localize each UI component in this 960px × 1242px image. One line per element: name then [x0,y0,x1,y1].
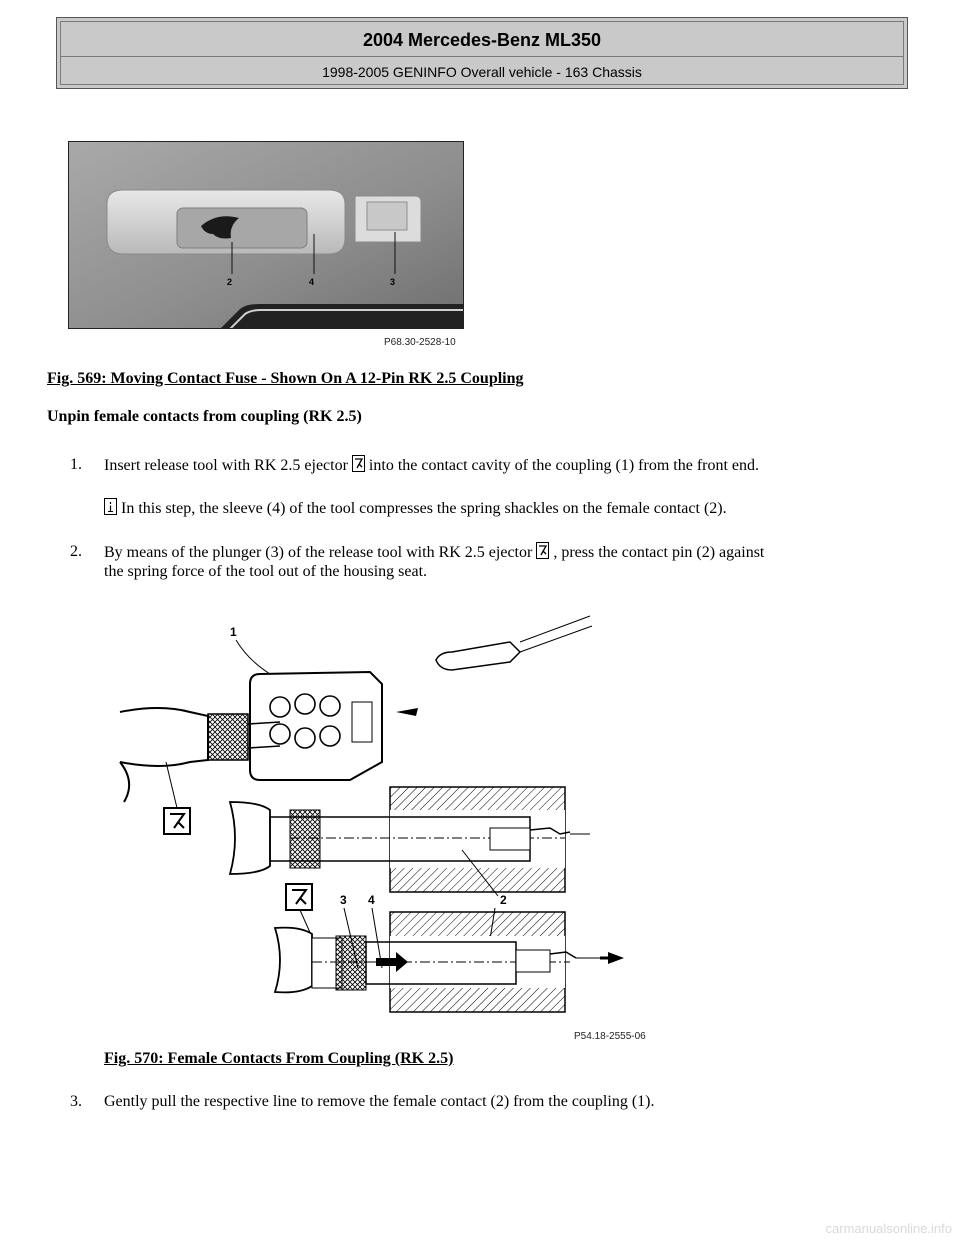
fig2-callout-1: 1 [230,625,237,639]
step-3 [70,1092,82,1111]
header-subtitle: 1998-2005 GENINFO Overall vehicle - 163 Chassis [322,64,642,80]
step-1-number: 1. [70,456,82,473]
section-heading: Unpin female contacts from coupling (RK 2.5) [47,408,362,425]
figure-570-diagram [100,612,645,1032]
step-1-note [104,498,727,518]
step-2-text-before: By means of the plunger (3) of the release tool with RK 2.5 ejector [104,544,533,561]
step-1-text-after: into the contact cavity of the coupling (1) from the front end. [368,457,760,474]
header-frame [60,21,904,85]
step-1-text [104,455,759,475]
figure-569-ref-code: P68.30-2528-10 [384,337,456,348]
fig2-callout-2: 2 [500,893,507,907]
step-2-number: 2. [70,543,82,560]
fig2-callout-4: 4 [368,893,375,907]
step-1-text-before: Insert release tool with RK 2.5 ejector [104,457,348,474]
note-icon [104,498,117,515]
step-3-number: 3. [70,1093,82,1110]
header-title: 2004 Mercedes-Benz ML350 [362,30,602,50]
document-header [56,17,908,89]
step-3-text: Gently pull the respective line to remove the female contact (2) from the coupling (1). [104,1093,655,1110]
header-divider [61,56,903,57]
figure-569-photo [68,141,464,329]
watermark: carmanualsonline.info [825,1221,952,1236]
callout-4: 4 [309,277,315,287]
fig2-callout-3: 3 [340,893,347,907]
figure-570-caption[interactable]: Fig. 570: Female Contacts From Coupling (RK 2.5) [104,1050,454,1067]
step-1 [70,455,82,474]
step-2-text-after: , press the contact pin (2) against [553,544,765,561]
step-1-note-text: In this step, the sleeve (4) of the tool compresses the spring shackles on the female contact (2). [121,500,727,517]
step-2-text-line2: the spring force of the tool out of the housing seat. [104,563,428,580]
callout-2: 2 [227,277,233,287]
special-tool-icon [536,542,549,559]
step-2-text-line1 [104,542,764,562]
figure-569-caption[interactable]: Fig. 569: Moving Contact Fuse - Shown On A 12-Pin RK 2.5 Coupling [47,370,524,387]
step-2 [70,542,82,561]
figure-570-ref-code: P54.18-2555-06 [574,1031,646,1042]
special-tool-icon [352,455,365,472]
callout-3: 3 [390,277,396,287]
